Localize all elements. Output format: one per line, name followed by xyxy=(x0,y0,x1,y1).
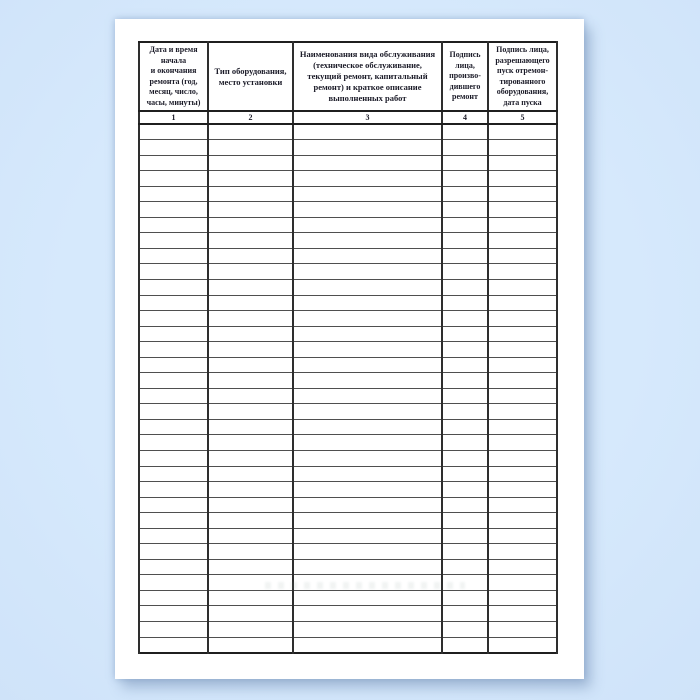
empty-cell xyxy=(293,342,442,358)
empty-cell xyxy=(208,342,293,358)
column-number-cell: 2 xyxy=(208,111,293,124)
empty-cell xyxy=(293,140,442,156)
empty-cell xyxy=(442,373,488,389)
empty-cell xyxy=(442,217,488,233)
empty-cell xyxy=(208,482,293,498)
column-header-line: месяц, число, xyxy=(149,87,198,96)
empty-cell xyxy=(442,575,488,591)
empty-cell xyxy=(139,575,208,591)
table-row xyxy=(139,419,557,435)
empty-cell xyxy=(139,419,208,435)
empty-cell xyxy=(139,559,208,575)
column-header-line: ремонта (год, xyxy=(149,76,198,86)
empty-cell xyxy=(442,264,488,280)
table-row xyxy=(139,186,557,202)
empty-cell xyxy=(488,248,557,264)
empty-cell xyxy=(488,171,557,187)
empty-cell xyxy=(139,357,208,373)
empty-cell xyxy=(208,419,293,435)
table-row xyxy=(139,279,557,295)
empty-cell xyxy=(488,637,557,653)
empty-cell xyxy=(139,482,208,498)
column-header-line: Подпись xyxy=(449,50,481,60)
empty-cell xyxy=(293,404,442,420)
table-row xyxy=(139,606,557,622)
empty-cell xyxy=(442,622,488,638)
empty-cell xyxy=(139,435,208,451)
empty-cell xyxy=(442,482,488,498)
empty-cell xyxy=(488,622,557,638)
empty-cell xyxy=(442,419,488,435)
empty-cell xyxy=(488,482,557,498)
column-header-line: ремонт xyxy=(452,92,478,102)
column-header-line: дата пуска xyxy=(503,97,542,107)
empty-cell xyxy=(208,326,293,342)
empty-cell xyxy=(208,202,293,218)
empty-cell xyxy=(293,248,442,264)
empty-cell xyxy=(488,388,557,404)
empty-cell xyxy=(488,575,557,591)
empty-cell xyxy=(293,435,442,451)
table-row xyxy=(139,326,557,342)
empty-cell xyxy=(293,233,442,249)
empty-cell xyxy=(293,124,442,140)
column-header-line: разрешающего xyxy=(495,55,550,65)
column-header-line: дившего xyxy=(449,81,481,91)
empty-cell xyxy=(488,404,557,420)
column-header-line: Наименования вида обслуживания xyxy=(299,49,436,59)
empty-cell xyxy=(293,482,442,498)
empty-cell xyxy=(293,528,442,544)
table-row xyxy=(139,622,557,638)
empty-cell xyxy=(139,124,208,140)
column-header-line: выполненных работ xyxy=(328,93,407,103)
table-row xyxy=(139,482,557,498)
empty-cell xyxy=(208,404,293,420)
empty-cell xyxy=(208,466,293,482)
empty-cell xyxy=(208,544,293,560)
empty-cell xyxy=(208,279,293,295)
table-row xyxy=(139,404,557,420)
empty-cell xyxy=(442,279,488,295)
empty-cell xyxy=(208,388,293,404)
empty-cell xyxy=(139,404,208,420)
column-header-line: часы, минуты) xyxy=(146,97,201,107)
header-numbers-row xyxy=(139,111,557,124)
empty-cell xyxy=(442,186,488,202)
empty-cell xyxy=(293,622,442,638)
empty-cell xyxy=(139,606,208,622)
empty-cell xyxy=(293,388,442,404)
column-header-line: Подпись лица, xyxy=(496,45,549,54)
table-row xyxy=(139,342,557,358)
table-row xyxy=(139,637,557,653)
empty-cell xyxy=(488,124,557,140)
empty-cell xyxy=(442,311,488,327)
column-header-line: произво- xyxy=(449,71,481,81)
empty-cell xyxy=(488,186,557,202)
empty-cell xyxy=(488,559,557,575)
empty-cell xyxy=(208,357,293,373)
empty-cell xyxy=(442,155,488,171)
empty-cell xyxy=(208,295,293,311)
empty-cell xyxy=(208,450,293,466)
empty-cell xyxy=(139,264,208,280)
column-header-line: начала xyxy=(160,55,187,65)
empty-cell xyxy=(442,559,488,575)
column-header-5 xyxy=(488,42,557,111)
empty-cell xyxy=(293,544,442,560)
empty-cell xyxy=(208,140,293,156)
column-header-line: ремонт) и краткое описание xyxy=(313,82,422,92)
empty-cell xyxy=(139,233,208,249)
empty-cell xyxy=(208,124,293,140)
empty-cell xyxy=(488,590,557,606)
empty-cell xyxy=(293,637,442,653)
table-row xyxy=(139,466,557,482)
empty-cell xyxy=(139,155,208,171)
empty-cell xyxy=(139,186,208,202)
empty-cell xyxy=(442,404,488,420)
column-header-line: пуск отремон- xyxy=(496,66,549,75)
empty-cell xyxy=(139,202,208,218)
empty-cell xyxy=(293,450,442,466)
empty-cell xyxy=(442,202,488,218)
empty-cell xyxy=(293,171,442,187)
empty-cell xyxy=(488,311,557,327)
empty-cell xyxy=(488,513,557,529)
empty-cell xyxy=(208,559,293,575)
empty-cell xyxy=(139,590,208,606)
empty-cell xyxy=(488,357,557,373)
empty-cell xyxy=(442,295,488,311)
empty-cell xyxy=(488,373,557,389)
empty-cell xyxy=(208,155,293,171)
empty-cell xyxy=(488,279,557,295)
empty-cell xyxy=(208,513,293,529)
empty-cell xyxy=(488,342,557,358)
empty-cell xyxy=(139,388,208,404)
empty-cell xyxy=(293,326,442,342)
empty-cell xyxy=(139,544,208,560)
empty-cell xyxy=(442,590,488,606)
empty-cell xyxy=(208,622,293,638)
column-header-1 xyxy=(139,42,208,111)
empty-cell xyxy=(139,279,208,295)
table-body xyxy=(139,124,557,653)
table-row xyxy=(139,217,557,233)
empty-cell xyxy=(293,575,442,591)
empty-cell xyxy=(488,606,557,622)
table-row xyxy=(139,435,557,451)
table-row xyxy=(139,590,557,606)
empty-cell xyxy=(139,466,208,482)
empty-cell xyxy=(488,202,557,218)
empty-cell xyxy=(208,217,293,233)
table-row xyxy=(139,450,557,466)
empty-cell xyxy=(442,140,488,156)
column-header-3 xyxy=(293,42,442,111)
empty-cell xyxy=(139,450,208,466)
table-row xyxy=(139,155,557,171)
empty-cell xyxy=(488,466,557,482)
empty-cell xyxy=(208,528,293,544)
table-row xyxy=(139,171,557,187)
empty-cell xyxy=(488,295,557,311)
empty-cell xyxy=(293,264,442,280)
table-row xyxy=(139,373,557,389)
empty-cell xyxy=(139,140,208,156)
empty-cell xyxy=(293,279,442,295)
table-row xyxy=(139,264,557,280)
empty-cell xyxy=(208,311,293,327)
empty-cell xyxy=(442,544,488,560)
empty-cell xyxy=(139,295,208,311)
empty-cell xyxy=(442,124,488,140)
empty-cell xyxy=(442,606,488,622)
empty-cell xyxy=(293,186,442,202)
empty-cell xyxy=(442,528,488,544)
empty-cell xyxy=(208,186,293,202)
empty-cell xyxy=(208,248,293,264)
empty-cell xyxy=(442,497,488,513)
column-header-line: Дата и время xyxy=(149,45,198,54)
empty-cell xyxy=(293,295,442,311)
table-row xyxy=(139,140,557,156)
table-row xyxy=(139,575,557,591)
empty-cell xyxy=(293,311,442,327)
table-row xyxy=(139,497,557,513)
empty-cell xyxy=(442,466,488,482)
column-header-line: лица, xyxy=(455,60,475,70)
table-row xyxy=(139,248,557,264)
empty-cell xyxy=(488,233,557,249)
table-row xyxy=(139,233,557,249)
empty-cell xyxy=(442,248,488,264)
table-row xyxy=(139,311,557,327)
table-row xyxy=(139,202,557,218)
empty-cell xyxy=(139,248,208,264)
empty-cell xyxy=(442,435,488,451)
empty-cell xyxy=(488,528,557,544)
empty-cell xyxy=(488,264,557,280)
empty-cell xyxy=(208,373,293,389)
empty-cell xyxy=(208,575,293,591)
empty-cell xyxy=(208,171,293,187)
header-titles-row xyxy=(139,42,557,111)
empty-cell xyxy=(293,217,442,233)
empty-cell xyxy=(293,155,442,171)
empty-cell xyxy=(488,217,557,233)
empty-cell xyxy=(442,637,488,653)
table-row xyxy=(139,124,557,140)
table-row xyxy=(139,388,557,404)
empty-cell xyxy=(442,233,488,249)
empty-cell xyxy=(442,326,488,342)
empty-cell xyxy=(442,342,488,358)
empty-cell xyxy=(488,326,557,342)
empty-cell xyxy=(208,606,293,622)
empty-cell xyxy=(208,435,293,451)
column-header-2 xyxy=(208,42,293,111)
empty-cell xyxy=(208,233,293,249)
empty-cell xyxy=(139,326,208,342)
empty-cell xyxy=(208,264,293,280)
column-number-cell: 4 xyxy=(442,111,488,124)
empty-cell xyxy=(139,497,208,513)
empty-cell xyxy=(208,590,293,606)
empty-cell xyxy=(139,311,208,327)
empty-cell xyxy=(293,606,442,622)
column-number-cell: 3 xyxy=(293,111,442,124)
empty-cell xyxy=(293,419,442,435)
empty-cell xyxy=(139,373,208,389)
empty-cell xyxy=(208,637,293,653)
empty-cell xyxy=(293,559,442,575)
empty-cell xyxy=(442,357,488,373)
empty-cell xyxy=(139,217,208,233)
empty-cell xyxy=(139,622,208,638)
empty-cell xyxy=(139,513,208,529)
empty-cell xyxy=(139,637,208,653)
empty-cell xyxy=(293,373,442,389)
column-header-line: оборудования, xyxy=(496,87,549,96)
empty-cell xyxy=(488,435,557,451)
empty-cell xyxy=(442,450,488,466)
empty-cell xyxy=(442,513,488,529)
empty-cell xyxy=(293,466,442,482)
empty-cell xyxy=(293,202,442,218)
table-row xyxy=(139,357,557,373)
column-header-line: и окончания xyxy=(150,66,197,75)
table-row xyxy=(139,528,557,544)
document-page xyxy=(115,19,584,679)
table-row xyxy=(139,513,557,529)
column-number-cell: 5 xyxy=(488,111,557,124)
empty-cell xyxy=(293,497,442,513)
column-header-line: (техническое обслуживание, xyxy=(313,60,422,70)
table-header xyxy=(139,42,557,124)
empty-cell xyxy=(139,171,208,187)
empty-cell xyxy=(442,388,488,404)
column-header-line: место установки xyxy=(218,76,283,87)
table-row xyxy=(139,559,557,575)
empty-cell xyxy=(442,171,488,187)
maintenance-log-table xyxy=(138,41,558,654)
empty-cell xyxy=(488,140,557,156)
empty-cell xyxy=(293,513,442,529)
column-header-line: Тип оборудования, xyxy=(214,65,287,76)
column-number-cell: 1 xyxy=(139,111,208,124)
empty-cell xyxy=(488,544,557,560)
empty-cell xyxy=(139,528,208,544)
empty-cell xyxy=(488,419,557,435)
table-row xyxy=(139,295,557,311)
column-header-4 xyxy=(442,42,488,111)
table-row xyxy=(139,544,557,560)
empty-cell xyxy=(488,497,557,513)
column-header-line: тированного xyxy=(499,76,546,86)
column-header-line: текущий ремонт, капитальный xyxy=(307,71,428,81)
empty-cell xyxy=(488,450,557,466)
empty-cell xyxy=(488,155,557,171)
empty-cell xyxy=(139,342,208,358)
empty-cell xyxy=(208,497,293,513)
empty-cell xyxy=(293,590,442,606)
empty-cell xyxy=(293,357,442,373)
